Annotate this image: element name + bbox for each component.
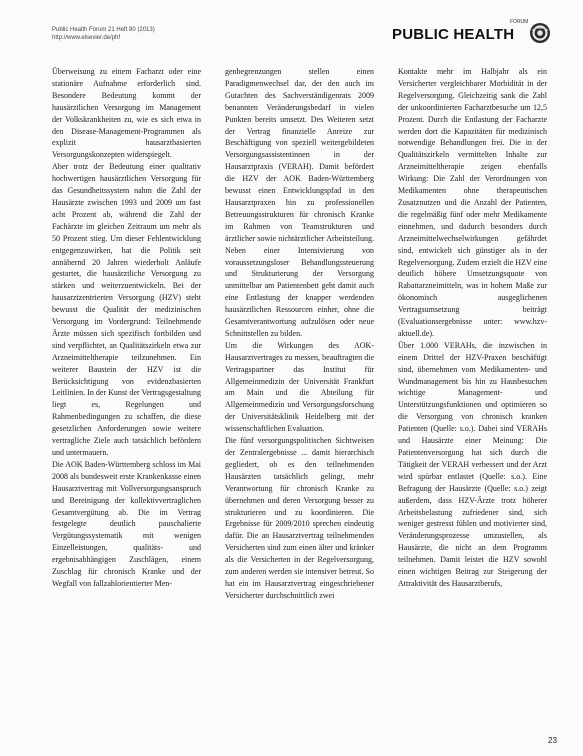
- text-column-3: [398, 66, 547, 736]
- journal-url: http://www.elsevier.de/phf: [52, 35, 121, 41]
- page-number: 23: [548, 736, 557, 745]
- paragraph: Überweisung zu einem Facharzt oder eine stationäre Aufnahme erforderlich sind. Besondere Bedeutung kommt der hausärztlichen Versorgung im Management der Volkskrankheiten zu, wie es sich etwa in den Disease-Management-Programmen als explizit hausarztbasierten Versorgungskonzepten widerspiegelt.: [52, 67, 201, 160]
- paragraph: Die fünf versorgungspolitischen Sichtweisen der Zentralergebnisse ... damit hierarchisch gegliedert, ob es den teilnehmenden Hausärzten tatsächlich gelingt, mehr Verantwortung für chronisch Kranke zu übernehmen und deren Versorgung besser zu strukturieren und zu koordinieren. Die Ergebnisse für 2009/2010 sprechen eindeutig dafür. Die an Hausarztvertrag teilnehmenden Versicherten sind zum einen älter und kränker als die Versicherten in der Regelversorgung, zum anderen werden sie intensiver betreut. So hat ein im Hausarztvertrag eingeschriebener Versicherter durchschnittlich zwei: [225, 436, 374, 600]
- paragraph: Die AOK Baden-Württemberg schloss im Mai 2008 als bundesweit erste Krankenkasse einen Hausarztvertrag mit Vollversorgungsanspruch und Bereinigung der kollektivvertraglichen Gesamtvergütung ab. Die im Vertrag festgelegte deutlich pauschalierte Vergütungssystematik mit wenigen Einzelleistungen, qualitäts- und ergebnisabhängigen Zuschlägen, einem Zuschlag für chronisch Kranke und der Wegfall von fallzahlorientierter Men-: [52, 459, 201, 588]
- paragraph: Um die Wirkungen des AOK-Hausarztvertrages zu messen, beauftragten die Vertragspartner das Institut für Allgemeinmedizin der Universität Frankfurt am Main und die Abteilung für Allgemeinmedizin und Versorgungsforschung der Universitätsklinik Heidelberg mit der wissenschaftlichen Evaluation.: [225, 340, 374, 434]
- paragraph: Kontakte mehr im Halbjahr als ein Versicherter vergleichbarer Morbidität in der Regelversorgung. Gleichzeitig sank die Zahl der unkoordinierten Facharztbesuche um 12,5 Prozent. Durch die Entlastung der Facharzte werden dort die Kapazitäten für medizinisch notwendige Behandlungen frei. Die in der Qualitätszirkeln vermittelten Inhalte zur Arzneimitteltherapie zeigen ebenfalls Wirkung: Die Zahl der Verordnungen von Medikamenten ohne therapeutischen Zusatznutzen und die Anzahl der Patienten, die regelmäßig fünf oder mehr Medikamente einnehmen, und dadurch besonders durch Arzneimittelwechselwirkungen gefährdet sind, entwickelt sich günstiger als in der Regelversorgung. Zudem erzielt die HZV eine deutlich höhere Umsetzungsquote von Rabattarzneimitteln, was in hohem Maße zur ökonomisch ausgeglichenen Vertragsumsetzung beiträgt (Evaluationsergebnisse unter: www.hzv-aktuell.de).: [398, 67, 547, 338]
- paragraph: genbegrenzungen stellen einen Paradigmenwechsel dar, der den auch im Gutachten des Sachverständigenrats 2009 benannten Veränderungsbedarf in vielen Punkten bereits umsetzt. Des Weiteren setzt der Vertrag finanzielle Anreize zur Beschäftigung von speziell weitergebildeten Versorgungsassistentinnen in der Hausarztpraxis (VERAH). Damit befördert die HZV der AOK Baden-Württemberg bewusst einen Entwicklungspfad in den Hausarztpraxen hin zu professionellen Betreuungsstrukturen für chronisch Kranke im Rahmen von Teamstrukturen und ärztlicher sowie nichtärztlicher Arbeitsteilung. Neben einer Intensivierung von voraussetzungsloser Behandlungssteuerung und Strukturierung der Versorgung unmittelbar am Patientenbett geht damit auch eine Entlastung der knapper werdenden hausärztlichen Ressourcen einher, ohne die Gesamtverantwortung aufzulösen oder neue Schnittstellen zu bilden.: [225, 67, 374, 338]
- text-column-1: [52, 66, 201, 736]
- journal-citation: [52, 26, 155, 42]
- globe-icon: [529, 22, 551, 44]
- paragraph: Über 1.000 VERAHs, die inzwischen in einem Drittel der HZV-Praxen beschäftigt sind, übernehmen vom Medikamenten- und Wundmanagement bis hin zu Hausbesuchen wichtige Management- und Unterstützungsfunktionen und optimieren so die Versorgung von chronisch kranken Patienten (Quelle: s.o.). Dabei sind VERAHs und Hausärzte einer Meinung: Die Patientenversorgung hat sich durch die Tätigkeit der VERAH verbessert und der Arzt wird spürbar entlastet (Quelle: s.o.). Eine Befragung der Hausärzte (Quelle: s.o.) zeigt außerdem, dass HZV-Ärzte trotz höherer Arbeitsbelastung zufriedener sind, sich weniger gestresst fühlen und motivierter sind, Veränderungsprozesse umzustellen, als Hausärzte, die nicht an dem Programm teilnehmen. Damit leistet die HZV sowohl einen wichtigen Beitrag zur Steigerung der Attraktivität des Hausarztberufs,: [398, 340, 547, 588]
- paragraph: Aber trotz der Bedeutung einer qualitativ hochwertigen hausärztlichen Versorgung für das Gesundheitssystem nahm die Zahl der Hausärzte zwischen 1993 und 2009 um fast acht Prozent ab, während die Zahl der Fachärzte im gleichen Zeitraum um mehr als 50 Prozent stieg. Um dieser Fehlentwicklung entgegenzuwirken, hat die Politik seit annähernd 20 Jahren wiederholt Anläufe gestartet, die hausärztliche Versorgung zu stärken und weiterzuentwickeln. Bei der hausarztzentrierten Versorgung (HZV) steht bewusst die Qualität der medizinischen Versorgung im Vordergrund: Teilnehmende Ärzte müssen sich spezifisch fortbilden und sind verpflichtet, an Qualitätszirkeln etwa zur Arzneimitteltherapie teilzunehmen. Ein weiterer Baustein der HZV ist die Berücksichtigung von evidenzbasierten Leitlinien. In der Kunst der Vertragsgestaltung liegt es, Regelungen und Rahmenbedingungen zu schaffen, die diese gesetzlichen Anforderungen sowie weitere vertragliche Ziele auch tatsächlich befördern und untermauern.: [52, 162, 201, 457]
- logo-superscript: FORUM: [510, 19, 529, 25]
- journal-citation-line: Public Health Forum 21 Heft 80 (2013): [52, 27, 155, 33]
- logo-text: PUBLIC HEALTH: [392, 26, 515, 43]
- journal-logo: [392, 20, 552, 44]
- text-column-2: [225, 66, 374, 736]
